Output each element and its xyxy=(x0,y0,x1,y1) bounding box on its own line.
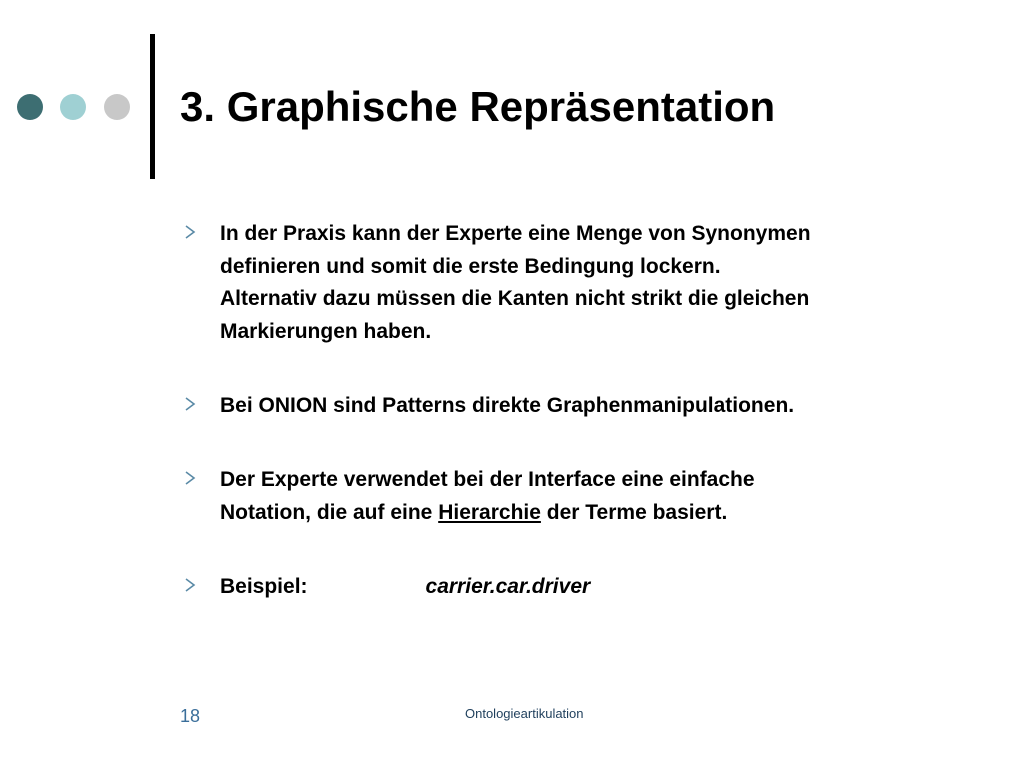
bullet-text: Bei ONION sind Patterns direkte Graphenmanipulationen. xyxy=(220,394,795,417)
bullet-line: definieren und somit die erste Bedingung lockern. xyxy=(220,255,721,278)
example-value: carrier.car.driver xyxy=(425,575,591,598)
slide-title: 3. Graphische Repräsentation xyxy=(180,83,776,130)
bullet-item-notation xyxy=(183,463,973,529)
bullet-item-onion xyxy=(183,389,973,422)
arrow-bullet-icon xyxy=(183,222,197,242)
bullet-line xyxy=(220,496,973,529)
bullet-text-after-link: der Terme basiert. xyxy=(540,501,728,524)
footer-text: Ontologieartikulation xyxy=(465,706,584,721)
arrow-bullet-icon xyxy=(183,394,197,414)
slide-number: 18 xyxy=(180,706,201,726)
arrow-bullet-icon xyxy=(183,468,197,488)
decorative-dot-light xyxy=(60,94,86,120)
hierarchie-link[interactable]: Hierarchie xyxy=(438,501,541,524)
bullet-item-synonyms xyxy=(183,217,973,348)
example-label: Beispiel: xyxy=(220,575,308,598)
bullet-line: In der Praxis kann der Experte eine Menge von Synonymen xyxy=(220,222,811,245)
bullet-line: Alternativ dazu müssen die Kanten nicht strikt die gleichen xyxy=(220,287,810,310)
title-divider xyxy=(150,34,155,179)
decorative-dot-dark xyxy=(17,94,43,120)
bullet-list xyxy=(183,217,973,644)
bullet-line xyxy=(220,570,973,603)
bullet-text-before-link: Notation, die auf eine xyxy=(220,501,439,524)
bullet-line: Der Experte verwendet bei der Interface eine einfache xyxy=(220,468,755,491)
bullet-line: Markierungen haben. xyxy=(220,320,432,343)
bullet-item-example xyxy=(183,570,973,603)
decorative-dot-gray xyxy=(104,94,130,120)
arrow-bullet-icon xyxy=(183,575,197,595)
